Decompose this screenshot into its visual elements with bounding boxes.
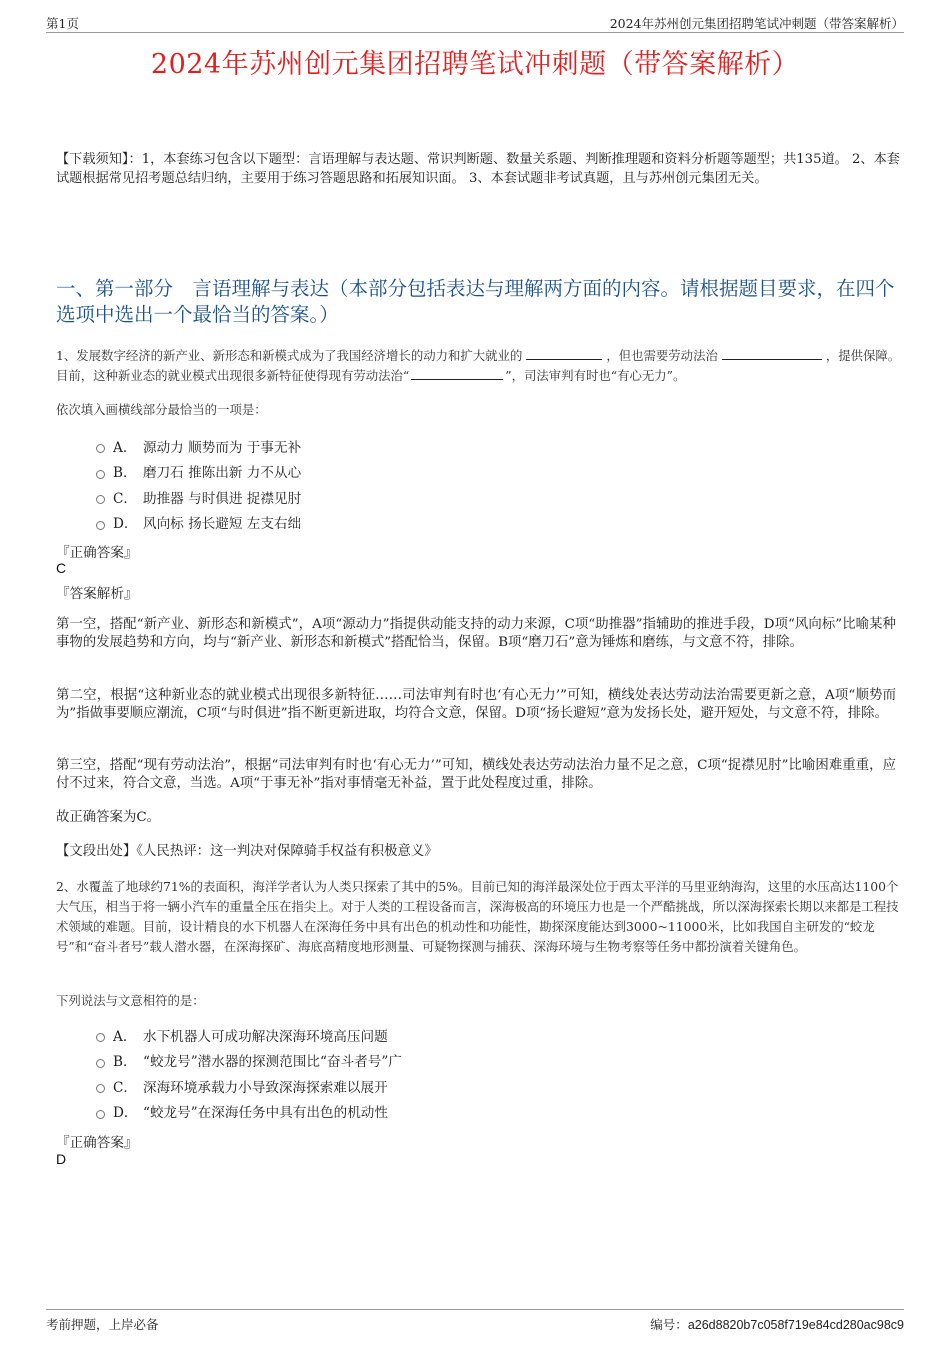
option-text: 源动力 顺势而为 于事无补 [143, 439, 302, 456]
radio-icon[interactable] [96, 1110, 105, 1119]
option-text: 水下机器人可成功解决深海环境高压问题 [143, 1028, 388, 1045]
option-letter: B． [113, 465, 137, 482]
source-citation: 【文段出处】《人民热评：这一判决对保障骑手权益有积极意义》 [56, 844, 438, 859]
analysis-paragraph: 第三空，搭配“现有劳动法治”，根据“司法审判有时也‘有心无力’”可知，横线处表达劳动法治力量不足之意，C项“捉襟见肘”比喻困难重重，应付不过来，符合文意，当选。A项“于事无补”指对事情毫无补益，置于此处程度过重，排除。 [56, 758, 896, 791]
option-letter: D． [113, 516, 138, 533]
option-letter: A． [113, 439, 137, 456]
option-letter: A． [113, 1028, 137, 1045]
question-2-options [96, 1022, 796, 1124]
analysis-paragraph: 第一空，搭配“新产业、新形态和新模式”，A项“源动力”指提供动能支持的动力来源，C项“助推器”指辅助的推进手段，D项“风向标”比喻某种事物的发展趋势和方向，均与“新产业、新形态和新模式”搭配恰当，保留。B项“磨刀石”意为锤炼和磨练，与文意不符，排除。 [56, 617, 896, 650]
section-title: 一、第一部分 言语理解与表达（本部分包括表达与理解两方面的内容。请根据题目要求，在四个选项中选出一个最恰当的答案。） [56, 277, 895, 326]
option-letter: C． [113, 1079, 137, 1096]
page-footer [46, 1309, 904, 1332]
analysis-paragraph: 第二空，根据“这种新业态的就业模式出现很多新特征……司法审判有时也‘有心无力’”可知，横线处表达劳动法治需要更新之意，A项“顺势而为”指做事要顺应潮流，C项“与时俱进”指不断更新进取，均符合文意，保留。D项“扬长避短”意为发扬长处，避开短处，与文意不符，排除。 [56, 688, 896, 721]
option-text: 磨刀石 推陈出新 力不从心 [143, 465, 302, 482]
question-2-prompt: 下列说法与文意相符的是： [56, 993, 205, 1008]
answer-label: 『正确答案』 [56, 1135, 138, 1151]
footer-code [650, 1315, 904, 1333]
option-text: 助推器 与时俱进 捉襟见肘 [143, 490, 302, 507]
option-b[interactable] [96, 459, 796, 485]
q1-text-part: 1、发展数字经济的新产业、新形态和新模式成为了我国经济增长的动力和扩大就业的 [56, 348, 523, 363]
analysis-label: 『答案解析』 [56, 586, 138, 602]
q1-text-part: ，提供保障。目前，这种新业态的就业模式出现很多新特征使得现有劳动法治“ [56, 348, 901, 383]
option-a[interactable] [96, 1022, 796, 1048]
option-c[interactable] [96, 484, 796, 510]
radio-icon[interactable] [96, 470, 105, 479]
option-letter: D． [113, 1105, 138, 1122]
radio-icon[interactable] [96, 521, 105, 530]
code-label: 编号： [650, 1317, 688, 1332]
answer-label: 『正确答案』 [56, 545, 138, 561]
document-title: 2024年苏州创元集团招聘笔试冲刺题（带答案解析） [150, 49, 800, 80]
code-value: a26d8820b7c058f719e84cd280ac98c9 [687, 1318, 904, 1332]
radio-icon[interactable] [96, 1033, 105, 1042]
question-1-options [96, 433, 796, 535]
option-letter: C． [113, 490, 137, 507]
download-notice: 【下载须知】：1，本套练习包含以下题型：言语理解与表达题、常识判断题、数量关系题、判断推理题和资料分析题等题型；共135道。 2、本套试题根据常见招考题总结归纳，主要用于练习答题思路和拓展知识面。 3、本套试题非考试真题，且与苏州创元集团无关。 [56, 152, 900, 186]
question-2-text: 2、水覆盖了地球约71%的表面积，海洋学者认为人类只探索了其中的5%。目前已知的海洋最深处位于西太平洋的马里亚纳海沟，这里的水压高达1100个大气压，相当于将一辆小汽车的重量全压在指尖上。对于人类的工程设备而言，深海极高的环境压力也是一个严酷挑战，所以深海探索长期以来都是工程技术领域的难题。目前，设计精良的水下机器人在深海任务中具有出色的机动性和功能性，勘探深度能达到3000~11000米，比如我国自主研发的“蛟龙号”和“奋斗者号”载人潜水器，在深海探矿、海底高精度地形测量、可疑物探测与捕获、深海环境与生物考察等任务中都扮演着关键角色。 [56, 879, 899, 954]
option-b[interactable] [96, 1048, 796, 1074]
answer-value: C [56, 560, 67, 576]
q1-text-part: ”，司法审判有时也“有心无力”。 [505, 368, 686, 383]
option-a[interactable] [96, 433, 796, 459]
fill-blank [411, 366, 503, 380]
option-d[interactable] [96, 510, 796, 536]
page-number: 第1页 [46, 16, 79, 31]
fill-blank [526, 346, 602, 360]
option-letter: B． [113, 1054, 137, 1071]
q1-text-part: ，但也需要劳动法治 [606, 348, 718, 363]
option-text: 深海环境承载力小导致深海探索难以展开 [143, 1079, 388, 1096]
page-header [46, 12, 904, 33]
fill-blank [722, 346, 822, 360]
radio-icon[interactable] [96, 444, 105, 453]
question-1-prompt: 依次填入画横线部分最恰当的一项是： [56, 402, 267, 417]
radio-icon[interactable] [96, 495, 105, 504]
header-doc-title: 2024年苏州创元集团招聘笔试冲刺题（带答案解析） [609, 16, 904, 31]
option-text: “蛟龙号”潜水器的探测范围比“奋斗者号”广 [143, 1054, 402, 1071]
option-c[interactable] [96, 1073, 796, 1099]
radio-icon[interactable] [96, 1059, 105, 1068]
question-1-text [56, 346, 901, 386]
footer-slogan: 考前押题，上岸必备 [46, 1317, 159, 1332]
option-d[interactable] [96, 1099, 796, 1125]
analysis-conclusion: 故正确答案为C。 [56, 810, 160, 825]
option-text: 风向标 扬长避短 左支右绌 [143, 516, 302, 533]
option-text: “蛟龙号”在深海任务中具有出色的机动性 [143, 1105, 388, 1122]
answer-value: D [56, 1151, 67, 1167]
radio-icon[interactable] [96, 1084, 105, 1093]
